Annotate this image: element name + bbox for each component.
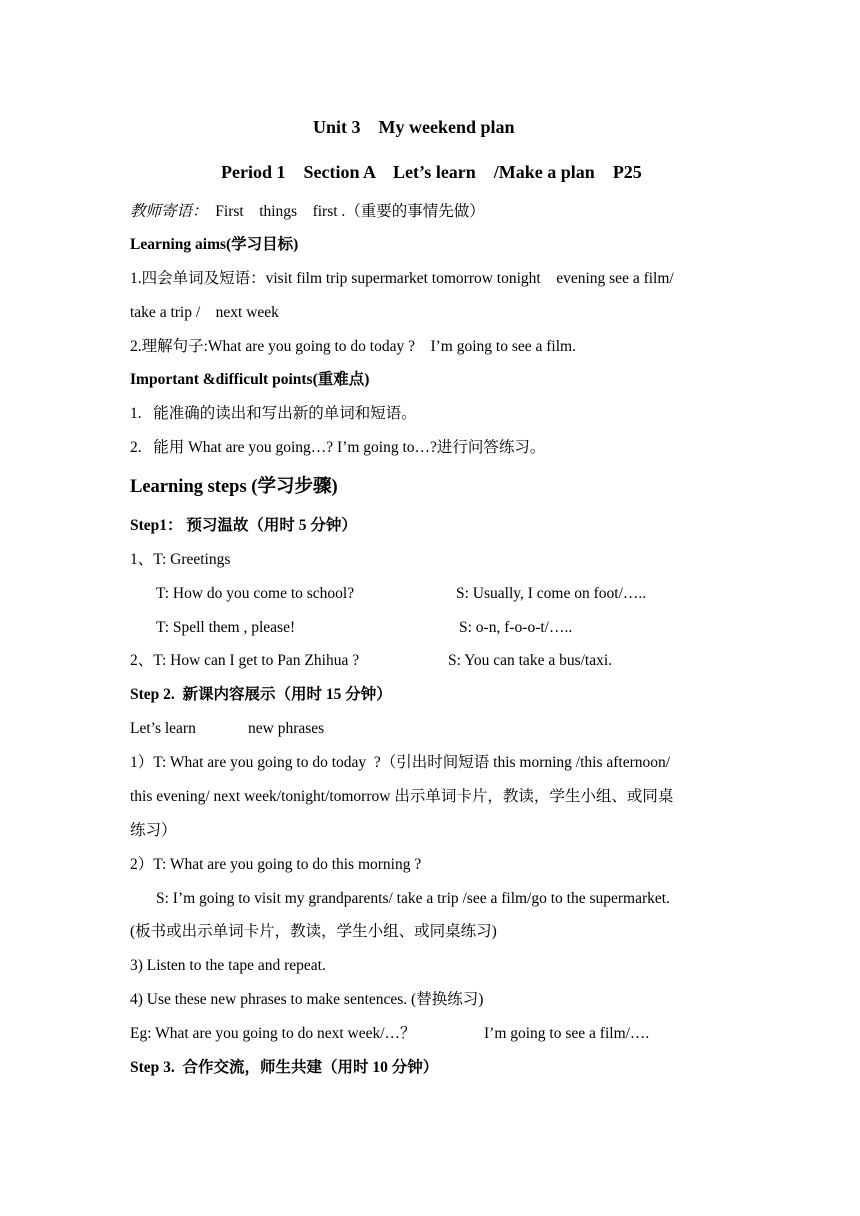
teacher-words-text: First things first .（重要的事情先做） <box>207 203 485 220</box>
step2-sub-a: Let’s learn <box>130 720 196 737</box>
step1-answer-2: S: o-n, f-o-o-t/….. <box>459 619 573 636</box>
aim-2: 2.理解句子:What are you going to do today ? I’m going to see a film. <box>130 338 576 355</box>
teacher-words <box>130 202 485 222</box>
step1-item-2-answer: S: You can take a bus/taxi. <box>448 652 613 669</box>
step2-p1-line-3: 练习） <box>130 822 177 839</box>
step3-heading: Step 3. 合作交流，师生共建（用时 10 分钟） <box>130 1059 439 1076</box>
aim-1-line-1: 1.四会单词及短语：visit film trip supermarket tomorrow tonight evening see a film/ <box>130 270 674 287</box>
step2-example-answer: I’m going to see a film/…. <box>484 1025 650 1042</box>
step1-answer-1: S: Usually, I come on foot/….. <box>456 585 647 602</box>
step2-example-question: Eg: What are you going to do next week/…？ <box>130 1025 416 1042</box>
step2-p4: 4) Use these new phrases to make sentences. (替换练习) <box>130 991 484 1008</box>
step2-p2-line-1: 2）T: What are you going to do this morning ? <box>130 856 422 873</box>
page-title: Unit 3 My weekend plan <box>313 117 515 137</box>
teacher-words-label: 教师寄语： <box>130 203 208 220</box>
step2-sub-b: new phrases <box>248 720 325 737</box>
point-2: 2. 能用 What are you going…? I’m going to…?进行问答练习。 <box>130 439 546 456</box>
step1-item-2-question: 2、T: How can I get to Pan Zhihua ? <box>130 652 360 669</box>
step1-heading: Step1： 预习温故（用时 5 分钟） <box>130 517 357 534</box>
step2-heading: Step 2. 新课内容展示（用时 15 分钟） <box>130 686 392 703</box>
page-subtitle: Period 1 Section A Let’s learn /Make a plan P25 <box>221 162 642 182</box>
step2-p3: 3) Listen to the tape and repeat. <box>130 957 326 974</box>
step2-p1-line-2: this evening/ next week/tonight/tomorrow 出示单词卡片，教读，学生小组、或同桌 <box>130 788 674 805</box>
aims-heading: Learning aims(学习目标) <box>130 236 299 253</box>
points-heading: Important &difficult points(重难点) <box>130 371 370 388</box>
step1-question-2: T: Spell them , please! <box>156 619 296 636</box>
step2-p1-line-1: 1）T: What are you going to do today ?（引出时间短语 this morning /this afternoon/ <box>130 754 671 771</box>
aim-1-line-2: take a trip / next week <box>130 304 279 321</box>
point-1: 1. 能准确的读出和写出新的单词和短语。 <box>130 405 417 422</box>
step1-question-1: T: How do you come to school? <box>156 585 355 602</box>
step2-p2-line-3: (板书或出示单词卡片，教读，学生小组、或同桌练习) <box>130 923 497 940</box>
step2-p2-line-2: S: I’m going to visit my grandparents/ take a trip /see a film/go to the supermarket. <box>156 890 670 907</box>
steps-heading: Learning steps (学习步骤) <box>130 477 338 497</box>
step1-item-1: 1、T: Greetings <box>130 551 231 568</box>
